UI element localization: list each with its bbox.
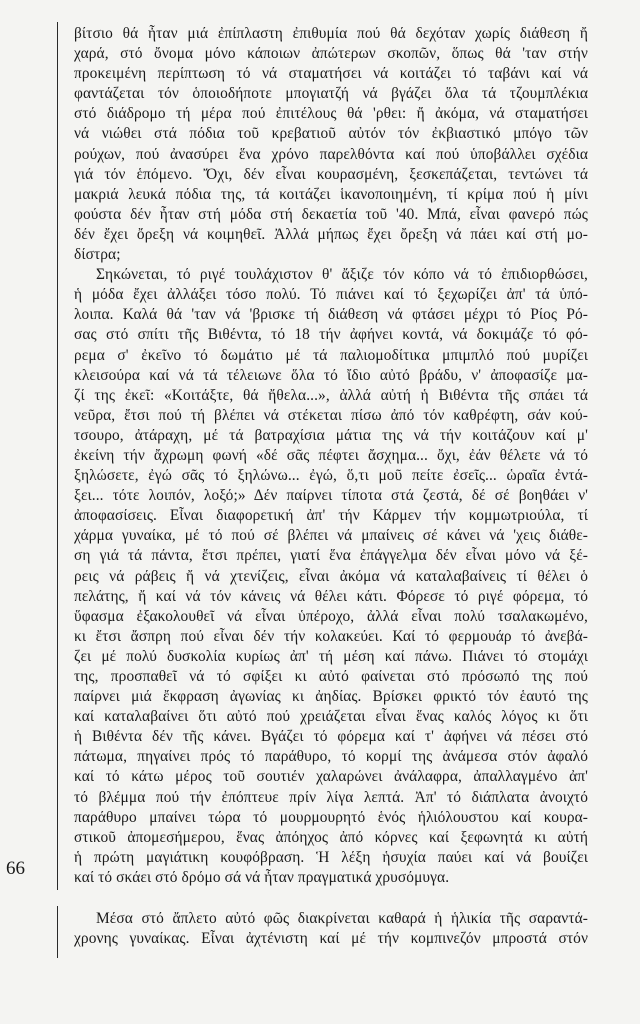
body-text-lower: [74, 909, 588, 949]
paragraph: [74, 265, 588, 888]
text-line: χαρά, στό ὄνομα μόνο κάποιων ἀπώτερων σκοπῶν, ὅπως θά 'ταν στήν: [74, 45, 588, 63]
text-line: κλεισούρα καί νά τά τέλειωνε ὅλα τό ἴδιο αὐτό βράδυ, ν' ἀποφασίζε μα-: [74, 366, 588, 384]
text-line: Μέσα στό ἄπλετο αὐτό φῶς διακρίνεται καθαρά ἡ ἡλικία τῆς σαραντά-: [96, 910, 588, 927]
text-line: καί τό σκάει στό δρόμο σά νά ἦταν πραγματικά χρυσόμυγα.: [74, 868, 450, 886]
text-line: ρεις νά ράβεις ἤ νά χτενίζεις, εἶναι ἀκόμα νά καταλαβαίνεις τί θέλει ὁ: [74, 567, 588, 585]
text-line: νά νιώθει στά πόδια τοῦ κρεβατιοῦ αὐτόν τόν ἐκβιαστικό μπόγο τῶν: [74, 125, 588, 143]
text-line: ἀποφασίσεις. Εἶναι διαφορετική ἀπ' τήν Κάρμεν τήν κομμωτριούλα, τί: [74, 507, 588, 525]
text-line: ρεμα σ' ἐκεῖνο τό δωμάτιο μέ τά παλιομοδίτικα μπιμπλό πού μυρίζει: [74, 346, 588, 364]
text-line: Σηκώνεται, τό ριγέ τουλάχιστον θ' ἄξιζε τόν κόπο νά τό ἐπιδιορθώσει,: [96, 266, 588, 284]
text-line: καί καταλαβαίνει ὅτι αὐτό πού χρειάζεται εἶναι ἕνας καλός λόγος κι ὅτι: [74, 708, 588, 726]
text-line: της, προσπαθεῖ νά τό σφίξει κι αὐτό φαίνεται στό πρόσωπό της πού: [74, 668, 588, 685]
margin-rule-lower: [57, 906, 58, 958]
text-line: φούστα δέν ἦταν στή μόδα στή δεκαετία τοῦ '40. Μπά, εἶναι φανερό πώς: [74, 205, 588, 223]
text-line: ζί της ἐκεῖ: «Κοιτάξτε, θά ἤθελα...», ἀλλά αὐτή ἡ Βιθέντα τῆς σπάει τά: [74, 386, 588, 404]
text-line: βίτσιο θά ἦταν μιά ἐπίπλαστη ἐπιθυμία πού θά δεχόταν χωρίς διάθεση ἤ: [74, 25, 588, 42]
text-line: χρονης γυναίκας. Εἶναι ἀχτένιστη καί μέ τήν κομπινεζόν μπροστά στόν: [74, 930, 588, 948]
text-line: πάτωμα, πηγαίνει πρός τό παράθυρο, τό κορμί της ἀνάμεσα στόν ἀφαλό: [74, 748, 588, 766]
text-line: ση γιά τά πάντα, ἔτσι πρέπει, γιατί ἕνα ἐπάγγελμα δέν εἶναι μόνο νά ξέ-: [74, 547, 588, 565]
text-line: ξει... τότε λοιπόν, λοξό;» Δέν παίρνει τίποτα στά ζεστά, δέ σέ βοηθάει ν': [74, 487, 588, 505]
text-line: ἡ Βιθέντα δέν τῆς κάνει. Βγάζει τό φόρεμα καί τ' ἀφήνει νά πέσει στό: [74, 728, 588, 746]
text-line: δέν ἔχει ὄρεξη νά κοιμηθεῖ. Ἀλλά μήπως ἔχει ὄρεξη νά πάει καί στή μο-: [74, 225, 588, 243]
text-line: μακριά λευκά πόδια της, τά κοιτάζει ἱκανοποιημένη, τί κρίμα πού ἡ μίνι: [74, 185, 588, 203]
body-text-upper: [74, 24, 588, 888]
text-line: ξηλώσετε, ἐγώ σᾶς τό ξηλώνω... ἐγώ, ὅ,τι μοῦ πείτε ἐσεῖς... ὡραῖα ἐντά-: [74, 467, 588, 485]
text-line: κι ἔτσι ἄσπρη πού εἶναι δέν τήν κολακεύει. Καί τό φερμουάρ τό ἀνεβά-: [74, 627, 588, 645]
paragraph: [74, 909, 588, 949]
text-line: νεῦρα, ἔτσι πού τή βλέπει νά στέκεται πίσω ἀπό τόν καθρέφτη, σάν κού-: [74, 406, 588, 424]
text-line: γιά τόν ἑπόμενο. Ὄχι, δέν εἶναι κουρασμένη, ξεσκεπάζεται, τεντώνει τά: [74, 165, 588, 183]
text-line: φαντάζεται τόν ὁποιοδήποτε μπογιατζή νά βγάζει ὅλα τά τζουμπλέκια: [74, 85, 588, 103]
text-line: ζει μέ πολύ δυσκολία κυρίως ἀπ' τή μέση καί πάνω. Πιάνει τό στομάχι: [74, 647, 588, 665]
text-line: ὕφασμα ἐξακολουθεῖ νά εἶναι ὑπέροχο, ἀλλά εἶναι πολύ τσαλακωμένο,: [74, 607, 588, 625]
text-line: ρούχων, πού ἀνασύρει ἕνα χρόνο παρελθόντα καί πού ὑποβάλλει σχέδια: [74, 145, 588, 163]
text-line: πελάτης, ἤ καί νά τόν κάνεις νά θέλει κάτι. Φόρεσε τό ριγέ φόρεμα, τό: [74, 587, 588, 605]
text-line: στικοῦ ἀπομεσήμερου, ἕνας ἀπόηχος ἀπό κόρνες καί ξεφωνητά κι αὐτή: [74, 828, 588, 846]
text-line: παράθυρο μπαίνει τώρα τό μουρμουρητό ἑνός ἡλιόλουστου καί κουρα-: [74, 808, 588, 826]
text-line: σας στό σπίτι τῆς Βιθέντα, τό 18 τήν ἀφήνει κοντά, νά δοκιμάζε τό φό-: [74, 326, 588, 344]
text-line: τό βλέμμα πού τήν ἐπόπτευε πρίν λίγα λεπτά. Ἀπ' τό διάπλατα ἀνοιχτό: [74, 788, 588, 806]
text-line: προκειμένη περίπτωση τό νά σταματήσει νά κοιτάζει τό ταβάνι καί νά: [74, 65, 588, 83]
text-line: παίρνει μιά ἔκφραση ἀγωνίας κι ἀηδίας. Βρίσκει φρικτό τόν ἑαυτό της: [74, 688, 588, 706]
text-line: στό διάδρομο τή μέρα πού ἐπιτέλους θά 'ρθει: ἤ ἀκόμα, νά σταματήσει: [74, 105, 588, 123]
text-line: τσουρο, ἀτάραχη, μέ τά βατραχίσια μάτια της νά τήν κοιτάζουν καί μ': [74, 426, 588, 444]
text-line: καί τό κάτω μέρος τοῦ σουτιέν χαλαρώνει ἀνάλαφρα, ἀπαλλαγμένο ἀπ': [74, 768, 588, 786]
margin-rule-upper: [57, 22, 58, 890]
text-line: λοιπα. Καλά θά 'ταν νά 'βρισκε τή διάθεση νά φτάσει μέχρι τό Ρίος Ρό-: [74, 306, 588, 324]
text-line: ἡ πρώτη μαγιάτικη κουφόβραση. Ἡ λέξη ἡσυχία παύει καί νά βουίζει: [74, 848, 588, 866]
text-line: χάρμα γυναίκα, μέ τό πού σέ βλέπει νά μπαίνεις σέ κάνει νά 'χεις διάθε-: [74, 527, 588, 545]
page-number: 66: [6, 858, 25, 879]
text-line: ἡ μόδα ἔχει ἀλλάξει τόσο πολύ. Τό πιάνει καί τό ξεχωρίζει ἀπ' τά ὑπό-: [74, 286, 588, 304]
text-line: δίστρα;: [74, 246, 121, 264]
text-line: ἐκείνη τήν ἄχρωμη φωνή «δέ σᾶς πέφτει ἄσχημα... ὄχι, ἐάν θέλετε νά τό: [74, 446, 588, 464]
paragraph: [74, 24, 588, 265]
